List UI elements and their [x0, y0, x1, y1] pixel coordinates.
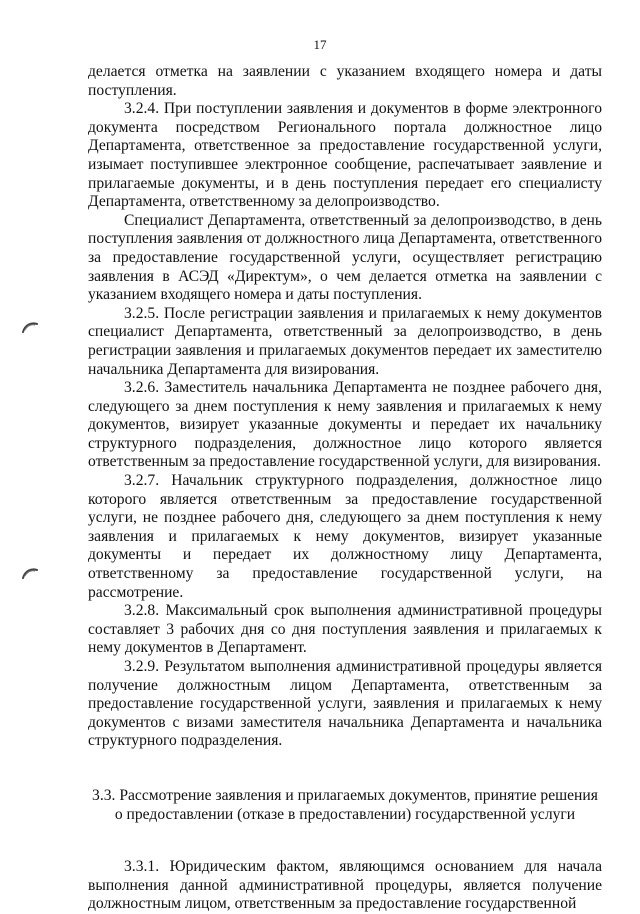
punch-hole-mark-upper [22, 321, 38, 333]
paragraph-3-3-1: 3.3.1. Юридическим фактом, являющимся основанием для начала выполнения данной административной процедуры, является получение должностным лицом, ответственным за предоставление государственной [88, 858, 602, 913]
punch-hole-mark-lower [22, 567, 38, 579]
paragraph-3-2-9: 3.2.9. Результатом выполнения административной процедуры является получение должностным лицом Департамента, ответственным за предоставление государственной услуги, заявления и прилагаемых к нему документов с визами заместителя начальника Департамента и начальника структурного подразделения. [88, 658, 602, 750]
paragraph-3-2-5: 3.2.5. После регистрации заявления и прилагаемых к нему документов специалист Департамента, ответственный за делопроизводство, в день регистрации заявления и прилагаемых документов передает их заместителю начальника Департамента для визирования. [88, 304, 602, 378]
page-number: 17 [313, 37, 327, 52]
section-heading-3-3: 3.3. Рассмотрение заявления и прилагаемых документов, принятие решения о предоставлении (отказе в предоставлении) государственной услуги [92, 786, 598, 823]
paragraph-3-2-7: 3.2.7. Начальник структурного подразделения, должностное лицо которого является ответственным за предоставление государственной услуги, не позднее рабочего дня, следующего за днем поступления к нему заявления и прилагаемых к нему документов, визирует указанные документы и передает их должностному лицу Департамента, ответственному за предоставление государственной услуги, на рассмотрение. [88, 472, 602, 601]
paragraph-registration-specialist: Специалист Департамента, ответственный за делопроизводство, в день поступления заявления от должностного лица Департамента, ответственного за предоставление государственной услуги, осуществляет регистрацию заявления в АСЭД «Директум», о чем делается отметка на заявлении с указанием входящего номера и даты поступления. [88, 211, 602, 304]
paragraph-3-2-8: 3.2.8. Максимальный срок выполнения административной процедуры составляет 3 рабочих дня со дня поступления заявления и прилагаемых к нему документов в Департамент. [88, 602, 602, 657]
paragraph-3-2-4: 3.2.4. При поступлении заявления и документов в форме электронного документа посредством Регионального портала должностное лицо Департамента, ответственное за предоставление государственной услуги, изымает поступившее электронное сообщение, распечатывает заявление и прилагаемые документы, и в день поступления передает его специалисту Департамента, ответственному за делопроизводство. [88, 100, 602, 211]
paragraph-continuation: делается отметка на заявлении с указанием входящего номера и даты поступления. [88, 63, 602, 99]
document-body [88, 63, 602, 914]
paragraph-3-2-6: 3.2.6. Заместитель начальника Департамента не позднее рабочего дня, следующего за днем поступления к нему заявления и прилагаемых к нему документов, визирует указанные документы и передает их начальнику структурного подразделения, должностное лицо которого является ответственным за предоставление государственной услуги, для визирования. [88, 379, 602, 471]
